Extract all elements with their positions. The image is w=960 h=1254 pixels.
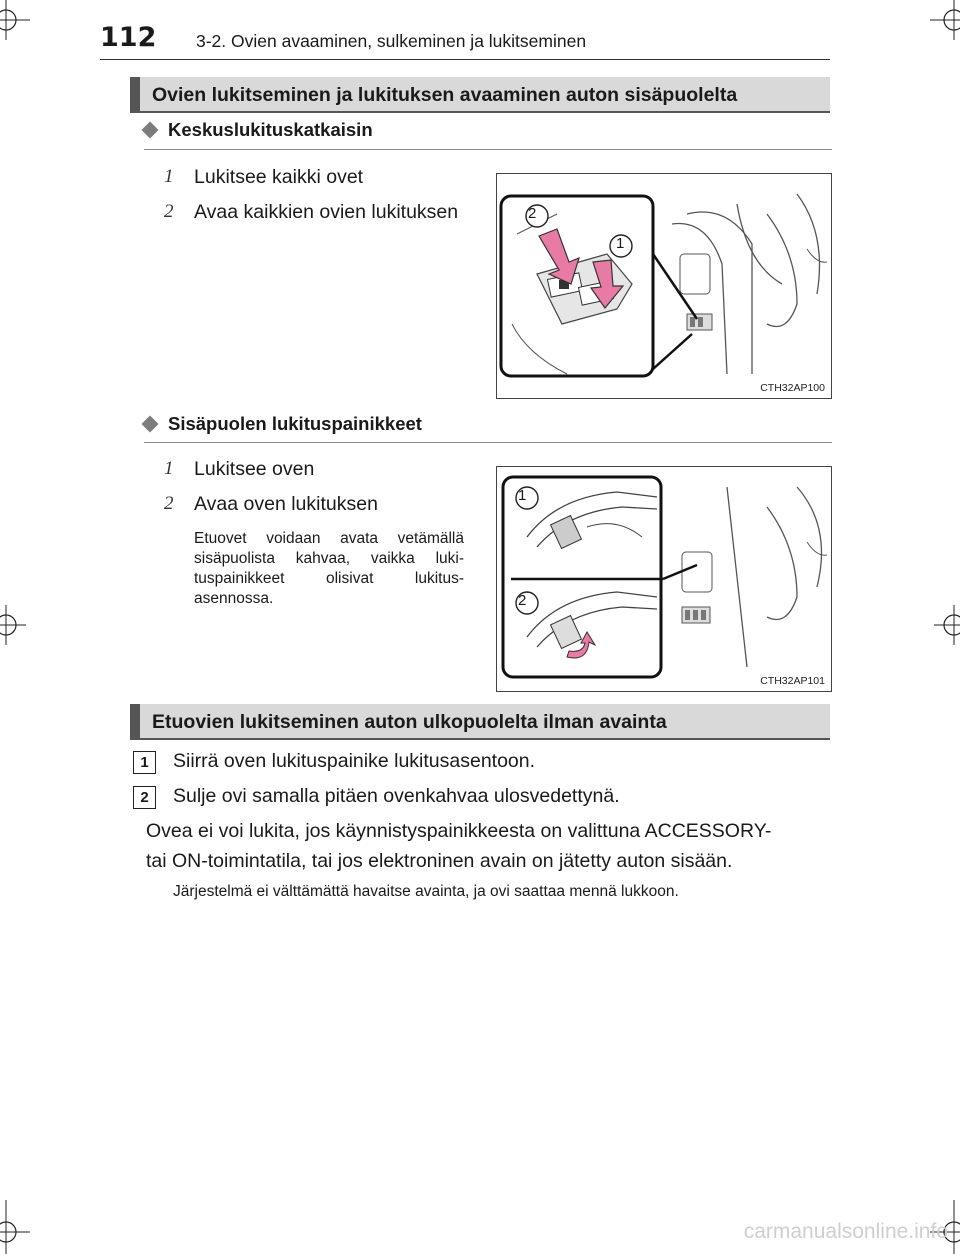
diamond-bullet-icon: [142, 122, 159, 139]
item-number: 1: [164, 166, 174, 187]
illustration-door-switch: [497, 174, 830, 397]
subheading-text: Keskuslukituskatkaisin: [168, 119, 373, 140]
crop-mark-top-left: [0, 0, 40, 40]
diamond-bullet-icon: [142, 416, 159, 433]
item-text: Lukitsee oven: [194, 458, 315, 480]
callout-label: 2: [518, 592, 527, 609]
section-banner-exterior-locking: Etuovien lukitseminen auton ulkopuolelta ilman avainta: [130, 704, 830, 740]
subheading-rule: [144, 149, 832, 150]
step-text: Sulje ovi samalla pitäen ovenkahvaa ulosvedettynä.: [173, 785, 620, 807]
item-text: Avaa oven lukituksen: [194, 493, 378, 515]
paragraph-line: Ovea ei voi lukita, jos käynnistyspainikkeesta on valittuna ACCESSORY-: [146, 820, 772, 842]
subheading-central-lock-switch: [144, 119, 373, 141]
subheading-rule: [144, 442, 832, 443]
subheading-text: Sisäpuolen lukituspainikkeet: [168, 413, 422, 434]
crop-mark-bottom-left: [0, 1200, 40, 1254]
item-number: 1: [164, 458, 174, 479]
step-number-box: 2: [133, 786, 156, 809]
step-text: Siirrä oven lukituspainike lukitusasentoon.: [173, 750, 536, 772]
item-text: Avaa kaikkien ovien lukituksen: [194, 201, 459, 223]
crop-mark-left-mid: [0, 605, 30, 645]
item-number: 2: [164, 201, 174, 222]
subheading-inside-lock-buttons: [144, 413, 422, 435]
figure-inside-lock-buttons: [496, 466, 832, 692]
item-number: 2: [164, 493, 174, 514]
callout-label: 1: [518, 487, 527, 504]
illustration-door-handle: [497, 467, 830, 690]
section-banner-interior-locking: Ovien lukitseminen ja lukituksen avaaminen auton sisäpuolelta: [130, 77, 830, 113]
callout-label: 2: [528, 205, 537, 222]
paragraph-line: tai ON-toimintatila, tai jos elektroninen avain on jätetty auton sisään.: [146, 850, 733, 872]
figure-central-lock-switch: [496, 173, 832, 399]
page-number: 112: [100, 22, 157, 53]
watermark: carmanualsonline.info: [743, 1220, 948, 1243]
chapter-title: 3-2. Ovien avaaminen, sulkeminen ja lukitseminen: [196, 31, 587, 51]
crop-mark-top-right: [920, 0, 960, 40]
callout-label: 1: [616, 235, 625, 252]
figure-caption: CTH32AP100: [760, 382, 825, 394]
note-paragraph: Etuovet voidaan avata vetämällä sisäpuolista kahvaa, vaikka luki-tuspainikkeet olisivat lukitus-asennossa.: [194, 530, 464, 607]
crop-mark-right-mid: [930, 605, 960, 645]
header-rule: [100, 59, 830, 60]
small-note: Järjestelmä ei välttämättä havaitse avainta, ja ovi saattaa mennä lukkoon.: [173, 883, 679, 900]
figure-caption: CTH32AP101: [760, 675, 825, 687]
item-text: Lukitsee kaikki ovet: [194, 166, 364, 188]
step-number-box: 1: [133, 751, 156, 774]
